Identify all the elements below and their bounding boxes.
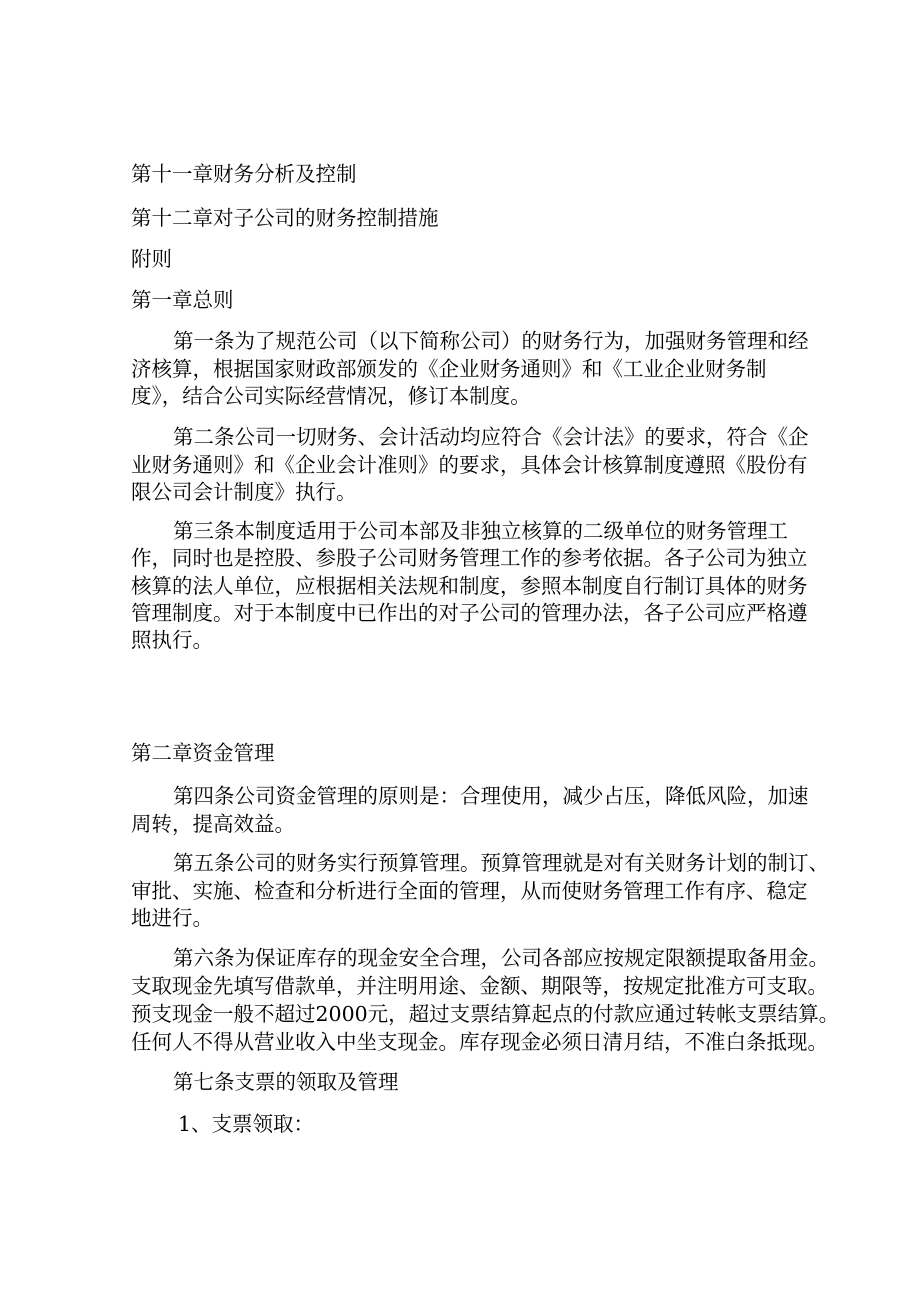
paragraph-line: 第五条公司的财务实行预算管理。预算管理就是对有关财务计划的制订、: [173, 851, 829, 875]
paragraph-line: 任何人不得从营业收入中坐支现金。库存现金必须日清月结，不准白条抵现。: [131, 1030, 828, 1054]
paragraph-line: 作，同时也是控股、参股子公司财务管理工作的参考依据。各子公司为独立: [131, 546, 808, 570]
paragraph-line: 周转，提高效益。: [131, 812, 295, 836]
paragraph-line: 第二条公司一切财务、会计活动均应符合《会计法》的要求，符合《企: [173, 425, 809, 449]
paragraph-line: 济核算，根据国家财政部颁发的《企业财务通则》和《工业企业财务制: [131, 357, 767, 381]
article-7-heading: 第七条支票的领取及管理: [173, 1070, 399, 1094]
paragraph-line: 第三条本制度适用于公司本部及非独立核算的二级单位的财务管理工: [173, 519, 788, 543]
chapter-1-title: 第一章总则: [131, 288, 234, 312]
paragraph-line: 地进行。: [131, 906, 213, 930]
chapter-2-title: 第二章资金管理: [131, 741, 275, 765]
toc-heading-appendix: 附则: [131, 247, 172, 271]
paragraph-line: 支取现金先填写借款单，并注明用途、金额、期限等，按规定批准方可支取。: [131, 974, 828, 998]
paragraph-line: 照执行。: [131, 628, 213, 652]
paragraph-line: 管理制度。对于本制度中已作出的对子公司的管理办法，各子公司应严格遵: [131, 601, 808, 625]
paragraph-line: 第一条为了规范公司（以下简称公司）的财务行为，加强财务管理和经: [173, 329, 809, 353]
toc-heading-chapter-12: 第十二章对子公司的财务控制措施: [131, 206, 439, 230]
paragraph-line: 审批、实施、检查和分析进行全面的管理，从而使财务管理工作有序、稳定: [131, 879, 808, 903]
paragraph-line: 核算的法人单位，应根据相关法规和制度，参照本制度自行制订具体的财务: [131, 574, 808, 598]
paragraph-line: 第四条公司资金管理的原则是：合理使用，减少占压，降低风险，加速: [173, 784, 809, 808]
subitem-cheque-collection: 1、支票领取：: [178, 1112, 315, 1136]
toc-heading-chapter-11: 第十一章财务分析及控制: [131, 162, 357, 186]
paragraph-line: 业财务通则》和《企业会计准则》的要求，具体会计核算制度遵照《股份有: [131, 453, 808, 477]
paragraph-line: 度》，结合公司实际经营情况，修订本制度。: [131, 384, 531, 408]
paragraph-line: 第六条为保证库存的现金安全合理，公司各部应按规定限额提取备用金。: [173, 946, 829, 970]
paragraph-line: 限公司会计制度》执行。: [131, 480, 357, 504]
paragraph-line: 预支现金一般不超过2000元，超过支票结算起点的付款应通过转帐支票结算。: [131, 1002, 840, 1026]
